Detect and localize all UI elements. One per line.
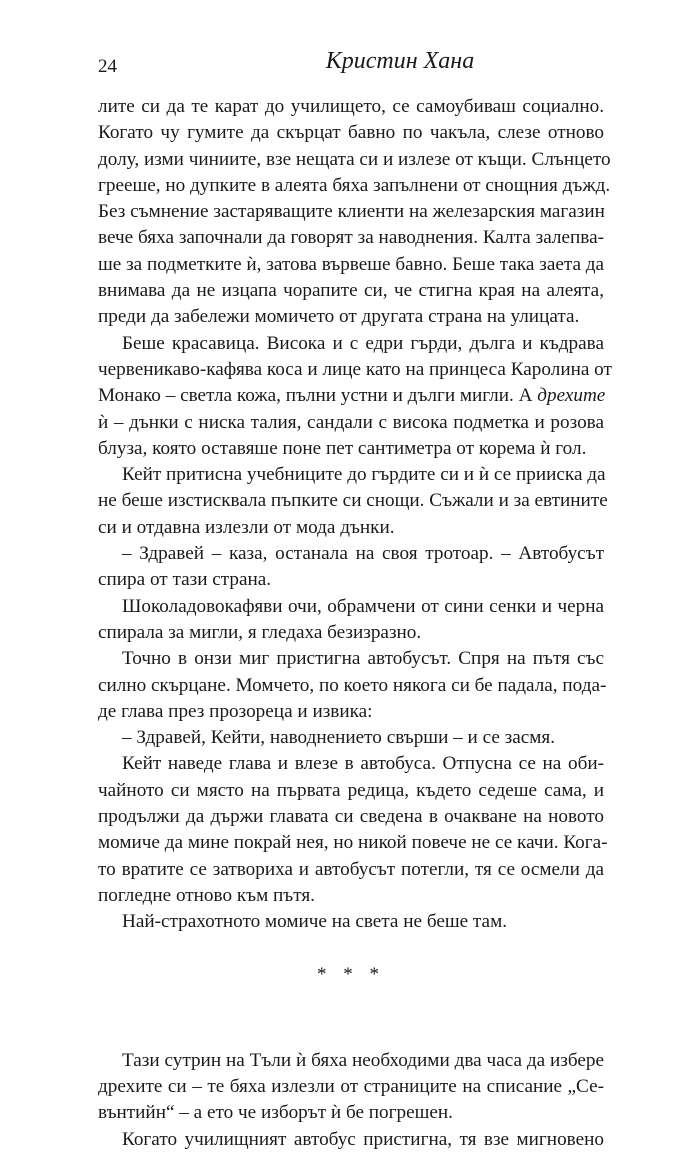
- text-line: долу, изми чиниите, взе нещата си и излезе от къщи. Слънцето: [98, 148, 611, 170]
- text-line: Кейт притисна учебниците до гърдите си и ѝ се прииска да: [122, 464, 606, 486]
- text-line: блуза, която оставяше поне пет сантиметра от корема ѝ гол.: [98, 437, 587, 459]
- text-line: Кейт наведе глава и влезе в автобуса. Отпусна се на оби-: [122, 753, 604, 775]
- text-line: ше за подметките ѝ, затова вървеше бавно. Беше така заета да: [98, 253, 605, 275]
- text-line: то вратите се затвориха и автобусът потегли, тя се осмели да: [98, 858, 604, 880]
- text-line: Без съмнение застаряващите клиенти на железарския магазин: [98, 201, 605, 223]
- text-line: де глава през прозореца и извика:: [98, 700, 373, 722]
- running-head-author: Кристин Хана: [325, 48, 475, 74]
- text-line: погледне отново към пътя.: [98, 884, 315, 906]
- text-line: не беше изстисквала пъпките си снощи. Съжали и за евтините: [98, 490, 608, 512]
- section-separator: * * *: [317, 963, 385, 985]
- page-number: 24: [98, 56, 117, 77]
- text-line: ѝ – дънки с ниска талия, сандали с висока подметка и розова: [98, 411, 604, 433]
- text-line: червеникаво-кафява коса и лице като на принцеса Каролина от: [98, 358, 612, 380]
- text-line: – Здравей – каза, останала на своя тротоар. – Автобусът: [122, 543, 604, 565]
- text-line: Когато чу гумите да скърцат бавно по чакъла, слезе отново: [98, 122, 604, 144]
- text-line: Беше красавица. Висока и с едри гърди, дълга и къдрава: [122, 332, 604, 354]
- text-line: момиче да мине покрай нея, но никой повече не се качи. Кога-: [98, 832, 608, 854]
- text-line: чайното си място на първата редица, където седеше сама, и: [98, 779, 604, 801]
- text-line: продължи да държи главата си сведена в очакване на новото: [98, 806, 604, 828]
- text-line: вънтийн“ – а ето че изборът ѝ бе погрешен.: [98, 1102, 453, 1124]
- text-line: вече бяха започнали да говорят за наводнения. Калта залепва-: [98, 227, 604, 249]
- text-line: дрехите си – те бяха излезли от страниците на списание „Се-: [98, 1076, 604, 1098]
- text-line: спира от тази страна.: [98, 569, 272, 591]
- text-line: спирала за мигли, я гледаха безизразно.: [98, 621, 422, 643]
- text-line: си и отдавна излезли от мода дънки.: [98, 516, 395, 538]
- text-line: преди да забележи момичето от другата страна на улицата.: [98, 306, 580, 328]
- text-segment: Монако – светла кожа, пълни устни и дълги мигли. А: [98, 385, 533, 407]
- text-line: Тази сутрин на Тъли ѝ бяха необходими два часа да избере: [122, 1049, 604, 1071]
- text-line: силно скърцане. Момчето, по което някога си бе падала, пода-: [98, 674, 607, 696]
- text-line: Когато училищният автобус пристигна, тя взе мигновено: [122, 1128, 604, 1150]
- text-line: Точно в онзи миг пристигна автобусът. Спря на пътя със: [122, 648, 604, 670]
- text-line: Шоколадовокафяви очи, обрамчени от сини сенки и черна: [122, 595, 604, 617]
- italic-word: дрехите: [537, 385, 606, 407]
- text-line: – Здравей, Кейти, наводнението свърши – и се засмя.: [122, 727, 556, 749]
- text-line: грееше, но дупките в алеята бяха запълнени от снощния дъжд.: [98, 174, 611, 196]
- text-line-mixed: [98, 383, 604, 409]
- text-line: лите си да те карат до училището, се самоубиваш социално.: [98, 96, 604, 117]
- body-text: [98, 94, 612, 1153]
- text-line: Най-страхотното момиче на света не беше там.: [122, 911, 508, 933]
- text-line: внимава да не изцапа чорапите си, че стигна края на алеята,: [98, 280, 604, 302]
